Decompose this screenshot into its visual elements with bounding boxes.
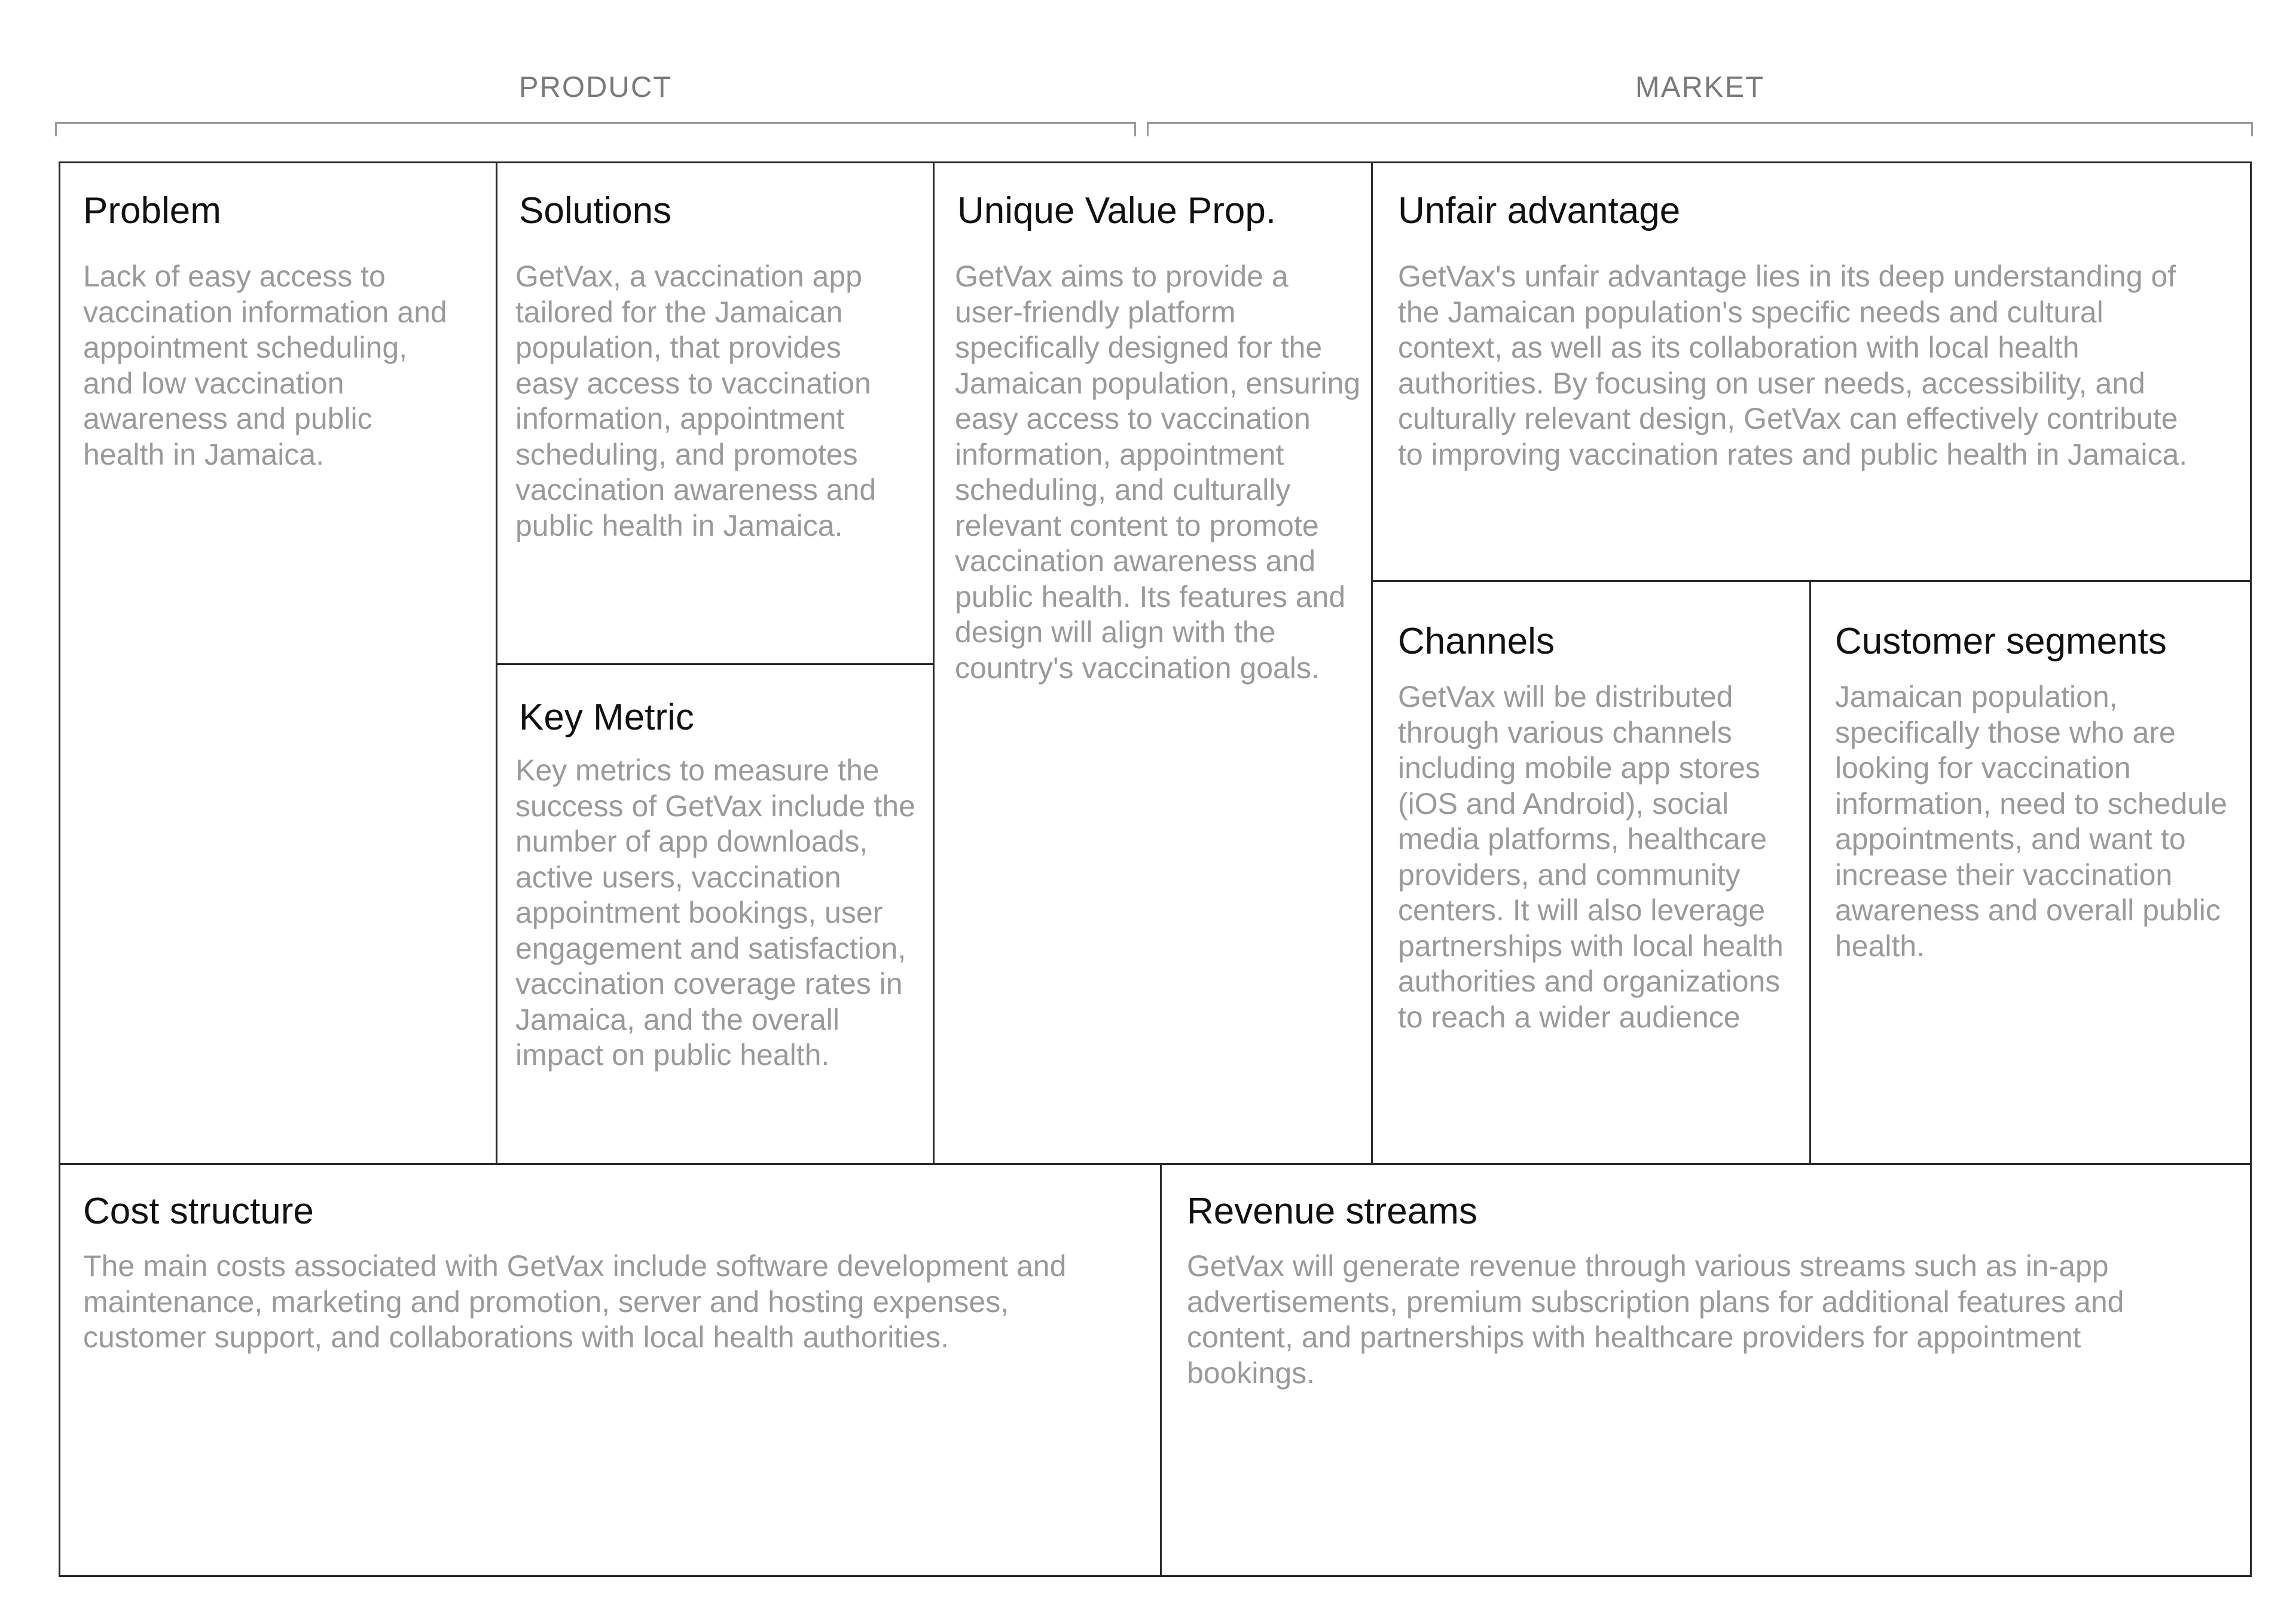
solutions-body: GetVax, a vaccination app tailored for the Jamaican population, that provides easy access to vaccination information, appointment scheduling, and promotes vaccination awareness and public health in Jamaica.	[515, 260, 877, 542]
key-metric-title: Key Metric	[519, 697, 694, 738]
customer-segments-body: Jamaican population, specifically those who are looking for vaccination information, need to schedule appointments, and want to increase their vaccination awareness and overall public health.	[1835, 680, 2227, 963]
solutions-title: Solutions	[519, 190, 672, 231]
revenue-streams-block[interactable]	[1160, 1163, 2252, 1577]
unique-value-prop-title: Unique Value Prop.	[957, 190, 1277, 231]
cost-structure-title: Cost structure	[83, 1191, 314, 1232]
revenue-streams-title: Revenue streams	[1187, 1191, 1477, 1232]
channels-title: Channels	[1398, 621, 1555, 662]
unfair-advantage-title: Unfair advantage	[1398, 190, 1681, 231]
market-section-label: MARKET	[1635, 71, 1765, 103]
unique-value-prop-body: GetVax aims to provide a user-friendly platform specifically designed for the Jamaican population, ensuring easy access to vaccination information, appointment scheduling, and culturally relevant content to promote vaccination awareness and public health. Its features and design will align with the country's vaccination goals.	[955, 260, 1361, 685]
problem-block[interactable]	[59, 161, 497, 1165]
revenue-streams-body: GetVax will generate revenue through various streams such as in-app advertisements, premium subscription plans for additional features and content, and partnerships with healthcare providers for appointment bookings.	[1187, 1249, 2124, 1390]
unique-value-prop-block[interactable]	[933, 161, 1373, 1165]
problem-body: Lack of easy access to vaccination information and appointment scheduling, and low vaccination awareness and public health in Jamaica.	[83, 260, 447, 471]
unfair-advantage-block[interactable]	[1371, 161, 2252, 582]
problem-title: Problem	[83, 190, 221, 231]
channels-block[interactable]	[1371, 580, 1811, 1165]
channels-body: GetVax will be distributed through various channels including mobile app stores (iOS and Android), social media platforms, healthcare providers, and community centers. It will also leverage partnerships with local health authorities and organizations to reach a wider audience	[1398, 680, 1784, 1034]
key-metric-body: Key metrics to measure the success of GetVax include the number of app downloads, active users, vaccination appointment bookings, user engagement and satisfaction, vaccination coverage rates in Jamaica, and the overall impact on public health.	[515, 753, 915, 1072]
market-section-bracket	[1147, 122, 2253, 136]
cost-structure-body: The main costs associated with GetVax include software development and maintenance, marketing and promotion, server and hosting expenses, customer support, and collaborations with local health authorities.	[83, 1249, 1067, 1354]
cost-structure-block[interactable]	[59, 1163, 1162, 1577]
unfair-advantage-body: GetVax's unfair advantage lies in its deep understanding of the Jamaican population's specific needs and cultural context, as well as its collaboration with local health authorities. By focusing on user needs, accessibility, and culturally relevant design, GetVax can effectively contribute to improving vaccination rates and public health in Jamaica.	[1398, 260, 2188, 471]
customer-segments-block[interactable]	[1809, 580, 2252, 1165]
solutions-block[interactable]	[496, 161, 935, 665]
product-section-label: PRODUCT	[518, 71, 673, 103]
key-metric-block[interactable]	[496, 663, 935, 1165]
customer-segments-title: Customer segments	[1835, 621, 2167, 662]
product-section-bracket	[55, 122, 1136, 136]
